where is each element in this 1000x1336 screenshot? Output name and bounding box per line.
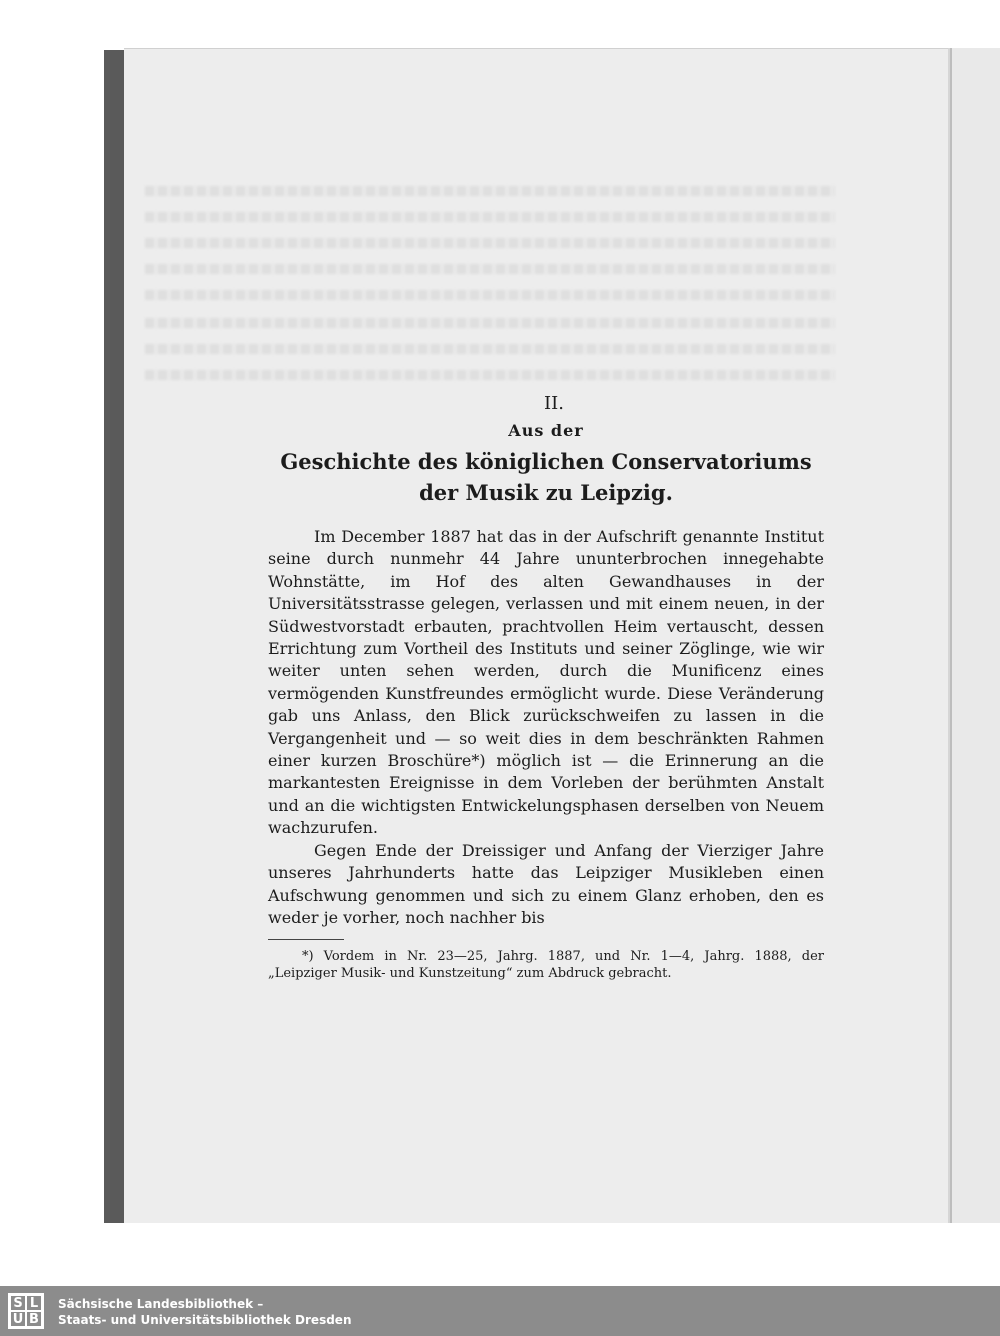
bleed-through-text	[145, 212, 835, 222]
library-name-line1: Sächsische Landesbibliothek –	[58, 1297, 264, 1311]
bleed-through-text	[145, 290, 835, 300]
library-name	[58, 1296, 351, 1328]
bleed-through-text	[145, 264, 835, 274]
book-spine	[104, 50, 126, 1223]
footnote-rule	[268, 939, 344, 940]
logo-letter: L	[26, 1295, 42, 1311]
page-text	[268, 392, 824, 982]
library-name-line2: Staats- und Universitätsbibliothek Dresden	[58, 1313, 352, 1327]
slub-logo	[8, 1293, 44, 1329]
logo-letter: S	[10, 1295, 26, 1311]
body-paragraph: Gegen Ende der Dreissiger und Anfang der Vierziger Jahre unseres Jahrhunderts hatte das Leipziger Musikleben einen Aufschwung genommen und sich zu einem Glanz erhoben, den es weder je vorher, noch nachher bis	[268, 840, 824, 927]
bleed-through-text	[145, 370, 835, 380]
bleed-through-text	[145, 238, 835, 248]
bleed-through-text	[145, 344, 835, 354]
facing-page-edge	[950, 48, 1000, 1223]
page-title: Geschichte des königlichen Conservatoriums der Musik zu Leipzig.	[280, 449, 812, 505]
logo-letter: U	[10, 1311, 26, 1327]
footnote: *) Vordem in Nr. 23—25, Jahrg. 1887, und Nr. 1—4, Jahrg. 1888, der „Leipziger Musik- und Kunstzeitung“ zum Abdruck gebracht.	[268, 949, 824, 982]
library-footer	[0, 1286, 1000, 1336]
section-subtitle: Aus der	[508, 421, 584, 440]
bleed-through-text	[145, 186, 835, 196]
bleed-through-text	[145, 318, 835, 328]
logo-letter: B	[26, 1311, 42, 1327]
body-paragraph: Im December 1887 hat das in der Aufschrift genannte Institut seine durch nunmehr 44 Jahre ununterbrochen innegehabte Wohnstätte, im Hof des alten Gewandhauses in der Universitätsstrasse gelegen, verlassen und mit einem neuen, in der Südwestvorstadt erbauten, prachtvollen Heim vertauscht, dessen Errichtung zum Vortheil des Instituts und seiner Zöglinge, wie wir weiter unten sehen werden, durch die Munificenz eines vermögenden Kunstfreundes ermöglicht wurde. Diese Veränderung gab uns Anlass, den Blick zurückschweifen zu lassen in die Vergangenheit und — so weit dies in dem beschränkten Rahmen einer kurzen Broschüre*) möglich ist — die Erinnerung an die markantesten Ereignisse in dem Vorleben der berühmten Anstalt und an die wichtigsten Entwickelungsphasen derselben von Neuem wachzurufen.	[268, 527, 824, 838]
section-number: II.	[544, 393, 564, 414]
